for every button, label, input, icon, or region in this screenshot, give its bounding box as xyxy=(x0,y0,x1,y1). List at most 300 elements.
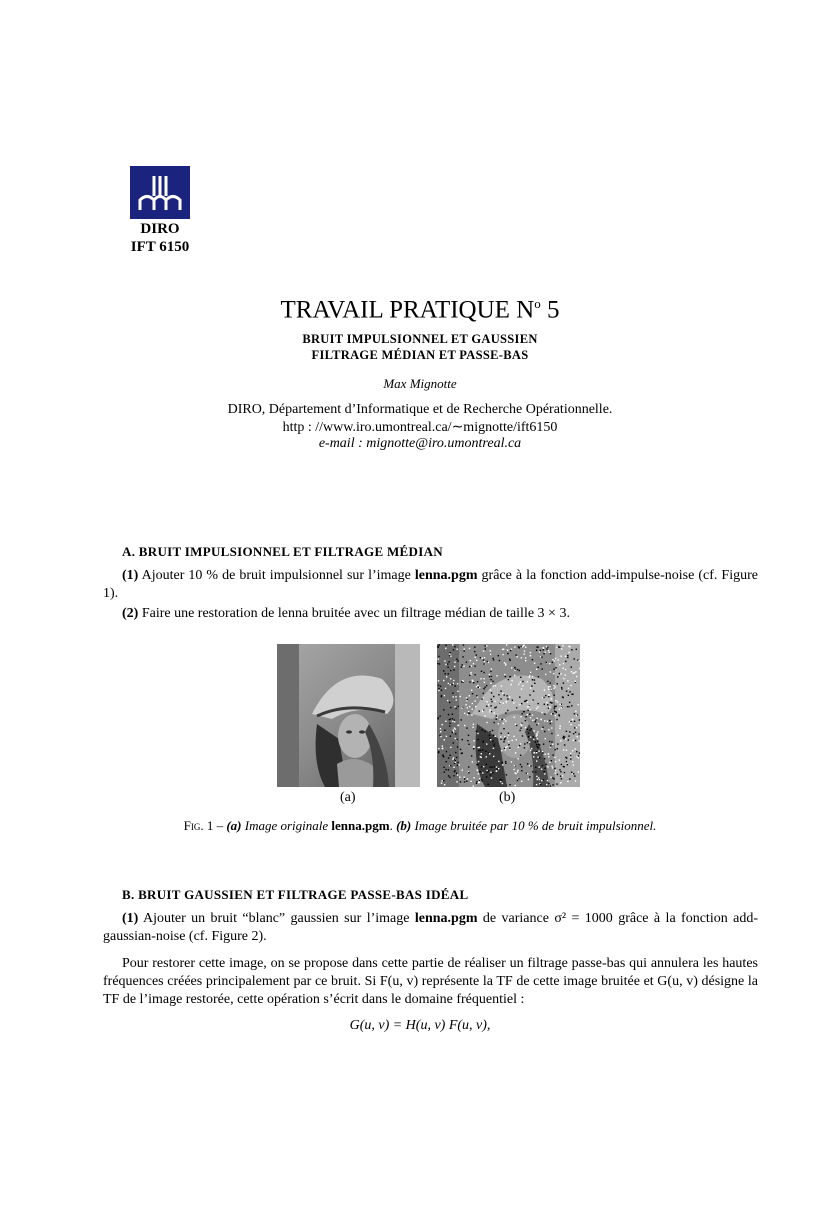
noise-pixel xyxy=(499,660,500,661)
noise-pixel xyxy=(533,739,534,740)
noise-pixel xyxy=(468,711,469,712)
noise-pixel xyxy=(511,684,512,685)
noise-pixel xyxy=(566,761,567,762)
noise-pixel xyxy=(466,700,467,701)
noise-pixel xyxy=(454,719,455,720)
noise-pixel xyxy=(530,687,531,688)
noise-pixel xyxy=(551,741,552,742)
noise-pixel xyxy=(454,721,455,722)
noise-pixel xyxy=(463,644,464,645)
noise-pixel xyxy=(540,784,541,785)
noise-pixel xyxy=(473,740,474,741)
noise-pixel xyxy=(513,736,514,737)
noise-pixel xyxy=(469,648,470,649)
noise-pixel xyxy=(573,764,574,765)
noise-pixel xyxy=(503,741,504,742)
noise-pixel xyxy=(493,756,494,757)
noise-pixel xyxy=(456,699,457,700)
noise-pixel xyxy=(539,651,540,652)
section-b-paragraph xyxy=(103,955,758,1009)
noise-pixel xyxy=(473,785,474,786)
noise-pixel xyxy=(457,739,458,740)
noise-pixel xyxy=(574,658,575,659)
noise-pixel xyxy=(525,660,526,661)
noise-pixel xyxy=(560,725,561,726)
noise-pixel xyxy=(547,766,548,767)
subfigure-label-a: (a) xyxy=(340,790,356,805)
noise-pixel xyxy=(441,696,442,697)
noise-pixel xyxy=(520,743,521,744)
noise-pixel xyxy=(504,748,505,749)
noise-pixel xyxy=(463,666,464,667)
noise-pixel xyxy=(480,756,481,757)
noise-pixel xyxy=(555,749,556,750)
noise-pixel xyxy=(536,752,537,753)
noise-pixel xyxy=(568,735,569,736)
noise-pixel xyxy=(541,728,542,729)
noise-pixel xyxy=(563,668,564,669)
noise-pixel xyxy=(452,759,453,760)
noise-pixel xyxy=(440,686,441,687)
lenna-noisy-image xyxy=(437,644,580,787)
noise-pixel xyxy=(563,678,564,679)
noise-pixel xyxy=(569,646,570,647)
noise-pixel xyxy=(462,656,463,657)
noise-pixel xyxy=(486,743,487,744)
noise-pixel xyxy=(483,672,484,673)
noise-pixel xyxy=(520,677,521,678)
noise-pixel xyxy=(503,703,504,704)
noise-pixel xyxy=(554,660,555,661)
noise-pixel xyxy=(469,713,470,714)
noise-pixel xyxy=(445,721,446,722)
noise-pixel xyxy=(489,731,490,732)
noise-pixel xyxy=(551,766,552,767)
title-main: TRAVAIL PRATIQUE N xyxy=(280,296,535,324)
noise-pixel xyxy=(471,690,472,691)
title-number: 5 xyxy=(540,296,560,324)
lenna-original-image xyxy=(277,644,420,787)
noise-pixel xyxy=(476,695,477,696)
noise-pixel xyxy=(529,776,530,777)
noise-pixel xyxy=(559,664,560,665)
noise-pixel xyxy=(462,769,463,770)
noise-pixel xyxy=(512,740,513,741)
noise-pixel xyxy=(472,761,473,762)
noise-pixel xyxy=(506,695,507,696)
noise-pixel xyxy=(529,694,530,695)
noise-pixel xyxy=(483,650,484,651)
noise-pixel xyxy=(464,725,465,726)
noise-pixel xyxy=(574,775,575,776)
noise-pixel xyxy=(554,768,555,769)
noise-pixel xyxy=(565,661,566,662)
noise-pixel xyxy=(532,679,533,680)
noise-pixel xyxy=(542,697,543,698)
noise-pixel xyxy=(560,782,561,783)
noise-pixel xyxy=(453,731,454,732)
noise-pixel xyxy=(567,657,568,658)
noise-pixel xyxy=(531,748,532,749)
noise-pixel xyxy=(529,677,530,678)
noise-pixel xyxy=(504,739,505,740)
noise-pixel xyxy=(445,648,446,649)
noise-pixel xyxy=(477,733,478,734)
noise-pixel xyxy=(505,747,506,748)
noise-pixel xyxy=(504,694,505,695)
noise-pixel xyxy=(575,740,576,741)
noise-pixel xyxy=(438,688,439,689)
noise-pixel xyxy=(522,681,523,682)
noise-pixel xyxy=(514,675,515,676)
author-name: Max Mignotte xyxy=(383,376,457,391)
noise-pixel xyxy=(579,752,580,753)
noise-pixel xyxy=(544,720,545,721)
noise-pixel xyxy=(550,777,551,778)
noise-pixel xyxy=(475,700,476,701)
noise-pixel xyxy=(553,669,554,670)
subtitle-line1: BRUIT IMPULSIONNEL ET GAUSSIEN xyxy=(302,332,538,346)
noise-pixel xyxy=(562,775,563,776)
noise-pixel xyxy=(450,765,451,766)
noise-pixel xyxy=(571,666,572,667)
noise-pixel xyxy=(525,716,526,717)
noise-pixel xyxy=(477,770,478,771)
noise-pixel xyxy=(521,688,522,689)
noise-pixel xyxy=(441,690,442,691)
noise-pixel xyxy=(551,760,552,761)
noise-pixel xyxy=(486,706,487,707)
noise-pixel xyxy=(535,766,536,767)
noise-pixel xyxy=(494,722,495,723)
noise-pixel xyxy=(461,666,462,667)
noise-pixel xyxy=(578,704,579,705)
noise-pixel xyxy=(456,757,457,758)
noise-pixel xyxy=(548,686,549,687)
noise-pixel xyxy=(533,756,534,757)
noise-pixel xyxy=(449,655,450,656)
noise-pixel xyxy=(446,761,447,762)
noise-pixel xyxy=(446,751,447,752)
noise-pixel xyxy=(563,663,564,664)
item-text: Ajouter 10 % de bruit impulsionnel sur l’image xyxy=(138,568,415,583)
noise-pixel xyxy=(575,671,576,672)
course-url: http : //www.iro.umontreal.ca/∼mignotte/ift6150 xyxy=(282,420,558,435)
noise-pixel xyxy=(540,656,541,657)
noise-pixel xyxy=(551,689,552,690)
noise-pixel xyxy=(561,688,562,689)
noise-pixel xyxy=(448,769,449,770)
noise-pixel xyxy=(552,777,553,778)
noise-pixel xyxy=(483,663,484,664)
noise-pixel xyxy=(490,654,491,655)
noise-pixel xyxy=(549,686,550,687)
noise-pixel xyxy=(450,678,451,679)
noise-pixel xyxy=(460,781,461,782)
noise-pixel xyxy=(544,713,545,714)
noise-pixel xyxy=(538,676,539,677)
noise-pixel xyxy=(494,745,495,746)
noise-pixel xyxy=(568,706,569,707)
noise-pixel xyxy=(572,761,573,762)
noise-pixel xyxy=(557,774,558,775)
noise-pixel xyxy=(556,712,557,713)
noise-pixel xyxy=(568,652,569,653)
noise-pixel xyxy=(498,761,499,762)
noise-pixel xyxy=(560,771,561,772)
noise-pixel xyxy=(450,755,451,756)
noise-pixel xyxy=(488,784,489,785)
noise-pixel xyxy=(555,761,556,762)
noise-pixel xyxy=(449,723,450,724)
noise-pixel xyxy=(541,780,542,781)
noise-pixel xyxy=(533,691,534,692)
logo-line-diro: DIRO xyxy=(140,221,180,237)
noise-pixel xyxy=(519,730,520,731)
noise-pixel xyxy=(578,741,579,742)
noise-pixel xyxy=(549,695,550,696)
noise-pixel xyxy=(531,685,532,686)
noise-pixel xyxy=(476,660,477,661)
noise-pixel xyxy=(522,713,523,714)
noise-pixel xyxy=(519,696,520,697)
noise-pixel xyxy=(459,777,460,778)
noise-pixel xyxy=(455,762,456,763)
noise-pixel xyxy=(520,681,521,682)
noise-pixel xyxy=(562,645,563,646)
noise-pixel xyxy=(444,730,445,731)
noise-pixel xyxy=(560,673,561,674)
noise-pixel xyxy=(499,779,500,780)
noise-pixel xyxy=(549,720,550,721)
noise-pixel xyxy=(471,665,472,666)
noise-pixel xyxy=(570,685,571,686)
noise-pixel xyxy=(467,699,468,700)
noise-pixel xyxy=(475,706,476,707)
noise-pixel xyxy=(556,783,557,784)
noise-pixel xyxy=(528,779,529,780)
caption-b-marker: (b) xyxy=(396,818,412,833)
noise-pixel xyxy=(449,777,450,778)
noise-pixel xyxy=(460,696,461,697)
noise-pixel xyxy=(457,683,458,684)
noise-pixel xyxy=(537,738,538,739)
noise-pixel xyxy=(570,755,571,756)
noise-pixel xyxy=(484,657,485,658)
noise-pixel xyxy=(477,681,478,682)
noise-pixel xyxy=(437,663,438,664)
noise-pixel xyxy=(568,739,569,740)
noise-pixel xyxy=(440,736,441,737)
noise-pixel xyxy=(482,729,483,730)
noise-pixel xyxy=(500,702,501,703)
noise-pixel xyxy=(551,721,552,722)
noise-pixel xyxy=(554,686,555,687)
noise-pixel xyxy=(557,683,558,684)
noise-pixel xyxy=(528,733,529,734)
noise-pixel xyxy=(464,781,465,782)
noise-pixel xyxy=(483,740,484,741)
noise-pixel xyxy=(576,715,577,716)
noise-pixel xyxy=(491,676,492,677)
noise-pixel xyxy=(455,738,456,739)
noise-pixel xyxy=(500,739,501,740)
noise-pixel xyxy=(563,738,564,739)
noise-pixel xyxy=(479,710,480,711)
noise-pixel xyxy=(447,700,448,701)
noise-pixel xyxy=(493,685,494,686)
noise-pixel xyxy=(573,673,574,674)
noise-pixel xyxy=(449,652,450,653)
noise-pixel xyxy=(571,705,572,706)
noise-pixel xyxy=(542,668,543,669)
noise-pixel xyxy=(478,687,479,688)
noise-pixel xyxy=(453,669,454,670)
noise-pixel xyxy=(555,715,556,716)
noise-pixel xyxy=(553,673,554,674)
noise-pixel xyxy=(476,654,477,655)
noise-pixel xyxy=(576,727,577,728)
noise-pixel xyxy=(561,648,562,649)
noise-pixel xyxy=(466,781,467,782)
noise-pixel xyxy=(569,702,570,703)
noise-pixel xyxy=(511,649,512,650)
item-number: (2) xyxy=(122,606,139,621)
noise-pixel xyxy=(477,685,478,686)
noise-pixel xyxy=(518,758,519,759)
noise-pixel xyxy=(498,768,499,769)
noise-pixel xyxy=(533,736,534,737)
noise-pixel xyxy=(548,708,549,709)
noise-pixel xyxy=(558,659,559,660)
noise-pixel xyxy=(482,711,483,712)
noise-pixel xyxy=(505,763,506,764)
paragraph-text: Pour restorer cette image, on se propose dans cette partie de réaliser un filtrage passe-bas qui annulera les hautes fréquences créées principalement par ce bruit. Si F(u, v) représente la TF de cette image bruitée et G(u, v) désigne la TF de l’image restorée, cette opération s’écrit dans le domaine fréquentiel : xyxy=(103,956,758,1007)
noise-pixel xyxy=(563,682,564,683)
noise-pixel xyxy=(548,783,549,784)
noise-pixel xyxy=(546,784,547,785)
noise-pixel xyxy=(481,766,482,767)
noise-pixel xyxy=(443,670,444,671)
noise-pixel xyxy=(557,735,558,736)
noise-pixel xyxy=(486,776,487,777)
noise-pixel xyxy=(476,783,477,784)
noise-pixel xyxy=(467,714,468,715)
noise-pixel xyxy=(542,765,543,766)
noise-pixel xyxy=(457,774,458,775)
noise-pixel xyxy=(504,719,505,720)
noise-pixel xyxy=(452,693,453,694)
noise-pixel xyxy=(519,647,520,648)
noise-pixel xyxy=(573,733,574,734)
noise-pixel xyxy=(576,676,577,677)
noise-pixel xyxy=(544,731,545,732)
noise-pixel xyxy=(474,777,475,778)
noise-pixel xyxy=(519,745,520,746)
noise-pixel xyxy=(569,721,570,722)
noise-pixel xyxy=(478,773,479,774)
noise-pixel xyxy=(453,767,454,768)
noise-pixel xyxy=(501,719,502,720)
noise-pixel xyxy=(538,777,539,778)
noise-pixel xyxy=(556,719,557,720)
noise-pixel xyxy=(449,725,450,726)
noise-pixel xyxy=(503,723,504,724)
noise-pixel xyxy=(483,693,484,694)
noise-pixel xyxy=(554,706,555,707)
noise-pixel xyxy=(512,700,513,701)
noise-pixel xyxy=(554,695,555,696)
noise-pixel xyxy=(493,748,494,749)
noise-pixel xyxy=(491,777,492,778)
noise-pixel xyxy=(501,685,502,686)
noise-pixel xyxy=(450,736,451,737)
noise-pixel xyxy=(440,731,441,732)
noise-pixel xyxy=(494,743,495,744)
noise-pixel xyxy=(552,713,553,714)
noise-pixel xyxy=(504,674,505,675)
item-text: Ajouter un bruit “blanc” gaussien sur l’image xyxy=(138,911,415,926)
noise-pixel xyxy=(546,764,547,765)
noise-pixel xyxy=(548,696,549,697)
contact-email: e-mail : mignotte@iro.umontreal.ca xyxy=(318,436,522,451)
noise-pixel xyxy=(530,737,531,738)
noise-pixel xyxy=(468,744,469,745)
noise-pixel xyxy=(573,773,574,774)
noise-pixel xyxy=(567,764,568,765)
noise-pixel xyxy=(529,714,530,715)
noise-pixel xyxy=(438,659,439,660)
noise-pixel xyxy=(541,769,542,770)
noise-pixel xyxy=(569,731,570,732)
noise-pixel xyxy=(536,784,537,785)
noise-pixel xyxy=(447,663,448,664)
noise-pixel xyxy=(532,714,533,715)
noise-pixel xyxy=(575,780,576,781)
noise-pixel xyxy=(537,734,538,735)
noise-pixel xyxy=(452,721,453,722)
noise-pixel xyxy=(529,730,530,731)
noise-pixel xyxy=(537,706,538,707)
noise-pixel xyxy=(454,706,455,707)
noise-pixel xyxy=(575,710,576,711)
noise-pixel xyxy=(544,758,545,759)
noise-pixel xyxy=(452,644,453,645)
noise-pixel xyxy=(555,773,556,774)
noise-pixel xyxy=(467,778,468,779)
noise-pixel xyxy=(464,649,465,650)
noise-pixel xyxy=(448,661,449,662)
title-sup: o xyxy=(534,296,541,311)
noise-pixel xyxy=(520,716,521,717)
noise-pixel xyxy=(548,756,549,757)
noise-pixel xyxy=(478,750,479,751)
noise-pixel xyxy=(527,763,528,764)
noise-pixel xyxy=(545,768,546,769)
noise-pixel xyxy=(553,778,554,779)
noise-pixel xyxy=(455,760,456,761)
noise-pixel xyxy=(577,736,578,737)
noise-pixel xyxy=(570,724,571,725)
noise-pixel xyxy=(561,656,562,657)
noise-pixel xyxy=(534,683,535,684)
caption-filename: lenna.pgm xyxy=(331,818,390,833)
noise-pixel xyxy=(482,710,483,711)
noise-pixel xyxy=(491,668,492,669)
noise-pixel xyxy=(496,715,497,716)
noise-pixel xyxy=(576,756,577,757)
noise-pixel xyxy=(473,746,474,747)
